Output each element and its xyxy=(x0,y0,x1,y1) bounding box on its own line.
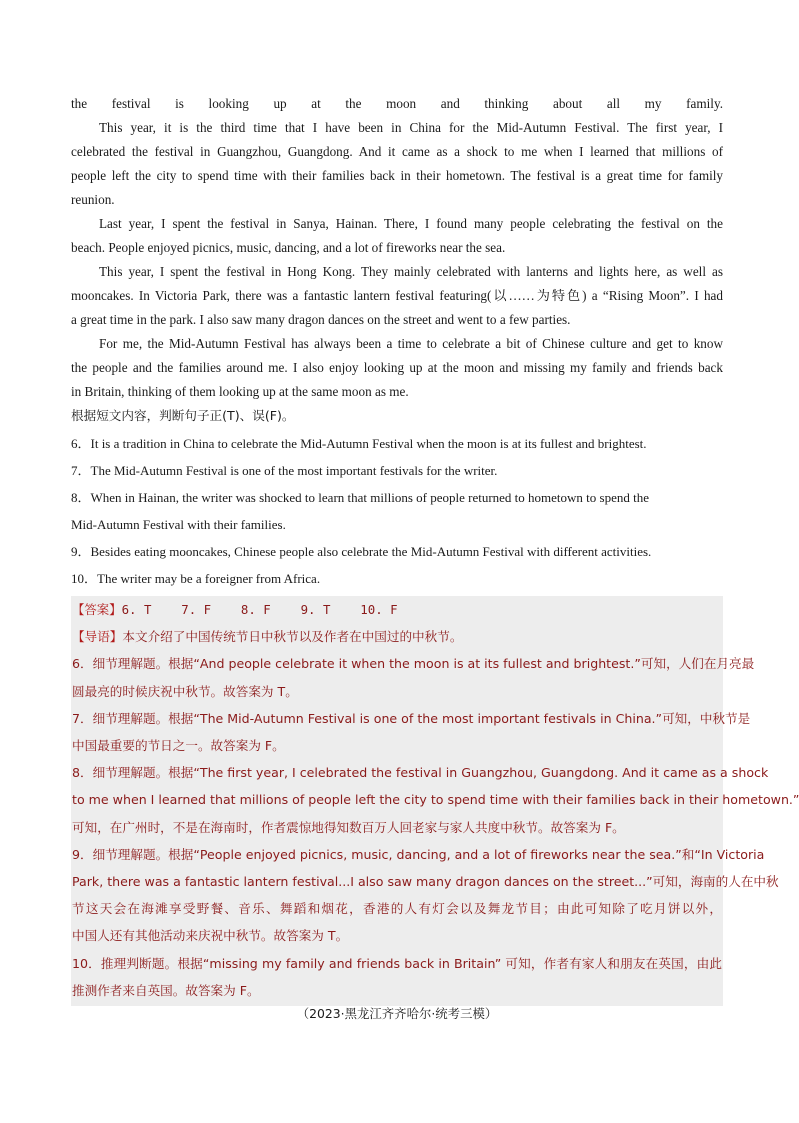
explanation-line: 9．细节理解题。根据“People enjoyed picnics, music, dancing, and a lot of fireworks near the sea.”和“In Victoria xyxy=(72,846,765,862)
question-item: 8．When in Hainan, the writer was shocked to learn that millions of people returned to hometown to spend the xyxy=(71,490,649,505)
explanation-line: 中国人还有其他活动来庆祝中秋节。故答案为 T。 xyxy=(72,928,349,944)
guide-label: 【导语】 xyxy=(72,629,123,645)
explanation-line: 6．细节理解题。根据“And people celebrate it when the moon is at its fullest and brightest.”可知，人们在月亮最 xyxy=(72,656,755,672)
answer-key-row xyxy=(71,596,723,623)
passage-line: This year, I spent the festival in Hong Kong. They mainly celebrated with lanterns and lights here, as well as xyxy=(99,264,723,279)
task-instruction: 根据短文内容，判断句子正(T)、误(F)。 xyxy=(71,408,295,423)
explanation-line: 节这天会在海滩享受野餐、音乐、舞蹈和烟花，香港的人有灯会以及舞龙节目；由此可知除了吃月饼以外， xyxy=(72,901,722,917)
answer-key-values: 6. T 7. F 8. F 9. T 10. F xyxy=(121,602,398,617)
passage-line: people left the city to spend time with their families back in their hometown. The festival is a great time for family xyxy=(71,168,723,183)
question-item: 7．The Mid-Autumn Festival is one of the most important festivals for the writer. xyxy=(71,463,498,478)
passage-line: the people and the families around me. I also enjoy looking up at the moon and missing my family and friends back xyxy=(71,360,723,375)
guide-row xyxy=(71,623,723,650)
passage-line: For me, the Mid-Autumn Festival has always been a time to celebrate a bit of Chinese culture and get to know xyxy=(99,336,723,351)
explanation-line: Park, there was a fantastic lantern festival...I also saw many dragon dances on the street...”可知，海南的人在中秋 xyxy=(72,874,779,890)
guide-text: 本文介绍了中国传统节日中秋节以及作者在中国过的中秋节。 xyxy=(122,629,463,645)
explanation-line: 7．细节理解题。根据“The Mid-Autumn Festival is one of the most important festivals in China.”可知，中秋节是 xyxy=(72,710,751,726)
passage-line: Last year, I spent the festival in Sanya, Hainan. There, I found many people celebrating the festival on the xyxy=(99,216,723,231)
question-item: 6．It is a tradition in China to celebrate the Mid-Autumn Festival when the moon is at its fullest and brightest. xyxy=(71,436,647,451)
passage-line: beach. People enjoyed picnics, music, dancing, and a lot of fireworks near the sea. xyxy=(71,240,506,255)
question-item: 10．The writer may be a foreigner from Africa. xyxy=(71,571,321,586)
question-item: Mid-Autumn Festival with their families. xyxy=(71,517,286,532)
passage-line: the festival is looking up at the moon and thinking about all my family. xyxy=(71,96,723,111)
passage-line: reunion. xyxy=(71,192,115,207)
question-list xyxy=(71,430,723,592)
passage-line: This year, it is the third time that I have been in China for the Mid-Autumn Festival. The first year, I xyxy=(99,120,723,135)
passage-line: a great time in the park. I also saw many dragon dances on the street and went to a few parties. xyxy=(71,312,571,327)
answer-key-label: 【答案】 xyxy=(72,602,122,617)
explanation-line: 10．推理判断题。根据“missing my family and friends back in Britain” 可知，作者有家人和朋友在英国，由此 xyxy=(72,955,722,971)
passage-line: in Britain, thinking of them looking up at the same moon as me. xyxy=(71,384,409,399)
explanation-line: 可知，在广州时，不是在海南时，作者震惊地得知数百万人回老家与家人共度中秋节。故答案为 F。 xyxy=(72,819,625,835)
passage-line: celebrated the festival in Guangzhou, Guangdong. And it came as a shock to me when I learned that millions of xyxy=(71,144,723,159)
explanation-line: 8．细节理解题。根据“The first year, I celebrated the festival in Guangzhou, Guangdong. And it came as a shock xyxy=(72,765,769,781)
passage-line: mooncakes. In Victoria Park, there was a fantastic lantern festival featuring(以……为特色) a “Rising Moon”. I had xyxy=(71,288,723,303)
document-page xyxy=(71,92,799,1006)
question-source: （2023·黑龙江齐齐哈尔·统考三模） xyxy=(296,1006,498,1021)
answer-explanation-block xyxy=(71,596,799,1006)
explanation-line: 推测作者来自英国。故答案为 F。 xyxy=(72,982,260,998)
explanation-line: 圆最亮的时候庆祝中秋节。故答案为 T。 xyxy=(72,683,298,699)
reading-passage xyxy=(71,92,723,404)
question-item: 9．Besides eating mooncakes, Chinese people also celebrate the Mid-Autumn Festival with different activities. xyxy=(71,544,652,559)
explanation-line: 中国最重要的节日之一。故答案为 F。 xyxy=(72,738,285,754)
explanation-line: to me when I learned that millions of people left the city to spend time with their families back in their hometown.” xyxy=(72,792,799,808)
